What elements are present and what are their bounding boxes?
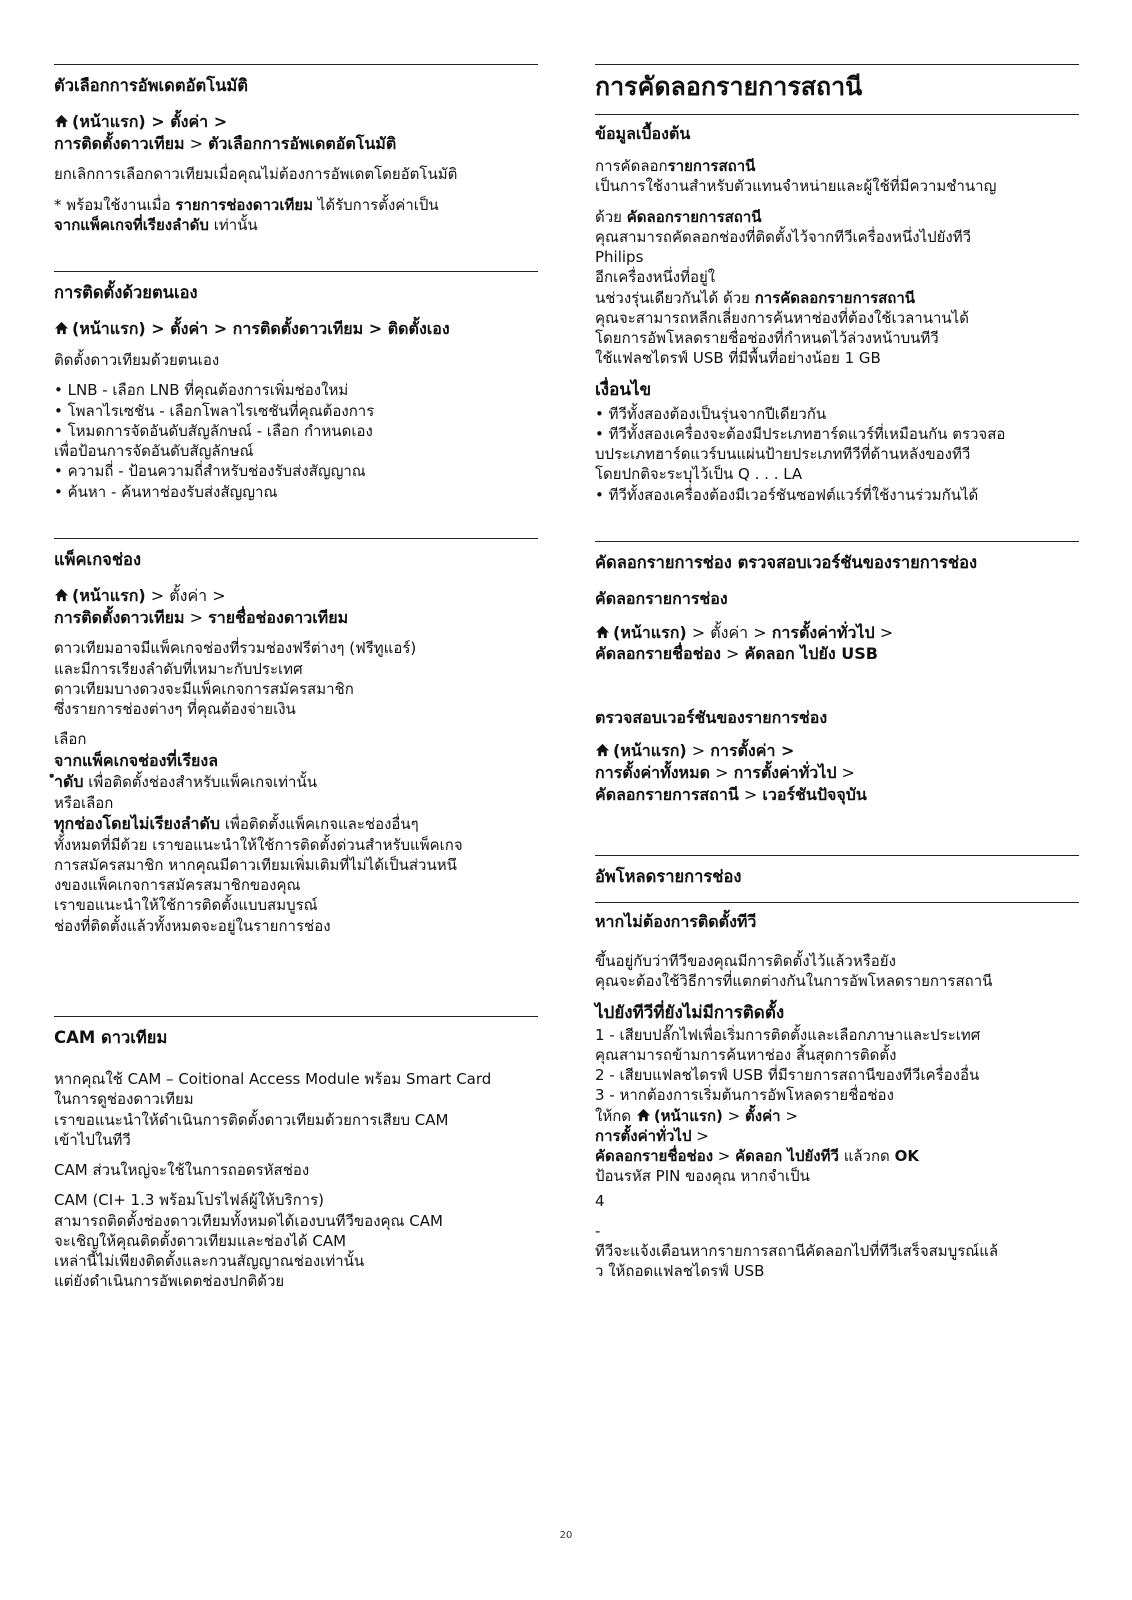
path-sep: > <box>184 133 209 153</box>
list-item: • โหมดการจัดอันดับสัญลักษณ์ - เลือก กำหนดเอง <box>54 421 373 440</box>
paragraph: CAM ส่วนใหญ่จะใช้ในการถอดรหัสช่อง <box>54 1161 310 1180</box>
path-sep: > ตั้งค่า > <box>686 622 772 642</box>
section-copy-check <box>595 541 1079 855</box>
menu-path <box>54 318 538 340</box>
path-text: (หน้าแรก) <box>72 586 146 606</box>
list-item: • โพลาไรเซชัน - เลือกโพลาไรเซชันที่คุณต้องการ <box>54 401 375 420</box>
bold-text: ำดับ <box>54 772 84 792</box>
paragraph <box>595 156 1079 197</box>
section-title: การติดตั้งด้วยตนเอง <box>54 283 198 303</box>
right-column <box>595 64 1079 1292</box>
bold-text: รายการสถานี <box>667 157 756 176</box>
section-manual-install <box>54 271 538 538</box>
paragraph: ติดตั้งดาวเทียมด้วยตนเอง <box>54 351 220 370</box>
paragraph: CAM (CI+ 1.3 พร้อมโปรไฟล์ผู้ให้บริการ) สามารถติดตั้งช่องดาวเทียมทั้งหมดได้เองบนทีวีของคุณ CAM จะเชิญให้คุณติดตั้งดาวเทียมและช่องได้ CAM เหล่านี้ไม่เพียงติดตั้งและกวนสัญญาณช่องเท่านั้น แต่ยังดำเนินการอัพเดตช่องปกติด้วย <box>54 1191 443 1291</box>
list-item: • ทีวีทั้งสองเครื่องต้องมีเวอร์ชันซอฟต์แวร์ที่ใช้งานร่วมกันได้ <box>595 485 979 504</box>
bold-text: การตั้งค่าทั่วไป <box>595 1126 692 1145</box>
path-sep: > <box>686 741 711 761</box>
section-title: คัดลอกรายการช่อง ตรวจสอบเวอร์ชันของรายการช่อง <box>595 552 978 572</box>
path-text: การติดตั้งดาวเทียม <box>54 133 185 153</box>
text: > <box>691 1126 709 1145</box>
home-icon <box>54 321 69 335</box>
text: แล้วกด <box>838 1147 895 1165</box>
path-text: การตั้งค่าทั้งหมด <box>595 763 710 783</box>
bold-text: ตั้งค่า <box>745 1106 781 1125</box>
section-copy-list <box>595 64 1079 541</box>
list-item: • ทีวีทั้งสองต้องเป็นรุ่นจากปีเดียวกัน <box>595 404 827 423</box>
path-sep: > <box>710 763 734 783</box>
paragraph <box>595 1106 1079 1167</box>
menu-path <box>54 111 538 154</box>
list-item: • ความถี่ - ป้อนความถี่สำหรับช่องรับส่งสัญญาณ <box>54 462 366 481</box>
page-number: 20 <box>559 1530 573 1541</box>
home-icon <box>54 114 69 128</box>
path-sep: > <box>874 622 894 642</box>
bold-text: คัดลอกรายการสถานี <box>626 207 762 226</box>
section-title: ตัวเลือกการอัพเดตอัตโนมัติ <box>54 76 248 95</box>
bold-text: OK <box>894 1147 919 1165</box>
list-item: • ทีวีทั้งสองเครื่องจะต้องมีประเภทฮาร์ดแวร์ที่เหมือนกัน ตรวจสอ บประเภทฮาร์ดแวร์บนแผ่นป้ายประเภททีวีที่ด้านหลังของทีวี โดยปกติจะระบุไว้เป็น Q . . . LA <box>595 424 1006 484</box>
paragraph <box>54 813 538 936</box>
bold-text: จากแพ็คเกจช่องที่เรียงล <box>54 750 219 770</box>
home-icon <box>54 588 69 602</box>
paragraph: ยกเลิกการเลือกดาวเทียมเมื่อคุณไม่ต้องการอัพเดตโดยอัตโนมัติ <box>54 165 458 184</box>
bold-text: คัดลอกรายชื่อช่อง <box>595 1147 714 1165</box>
paragraph: ดาวเทียมอาจมีแพ็คเกจช่องที่รวมช่องฟรีต่างๆ (ฟรีทูแอร์) และมีการเรียงลำดับที่เหมาะกับประเทศ ดาวเทียมบางดวงจะมีแพ็คเกจการสมัครสมาชิก ซึ่งรายการช่องต่างๆ ที่คุณต้องจ่ายเงิน <box>54 639 417 719</box>
subsection-title: หากไม่ต้องการติดตั้งทีวี <box>595 902 1079 933</box>
section-cam <box>54 1016 538 1292</box>
paragraph: - <box>595 1221 601 1240</box>
path-text: การตั้งค่าทั่วไป <box>771 622 875 642</box>
bold-text: ทุกช่องโดยไม่เรียงลำดับ <box>54 813 221 833</box>
section-auto-update <box>54 64 538 271</box>
path-text: (หน้าแรก) <box>613 741 687 761</box>
paragraph: หากคุณใช้ CAM – Coitional Access Module พร้อม Smart Card ในการดูช่องดาวเทียม เราขอแนะนำให้ดำเนินการติดตั้งดาวเทียมด้วยการเสียบ CAM เข้าไปในทีวี <box>54 1070 492 1149</box>
path-text: คัดลอก ไปยัง USB <box>744 644 878 664</box>
home-icon <box>636 1108 651 1122</box>
paragraph <box>54 750 538 793</box>
bold-text: การคัดลอกรายการสถานี <box>754 288 916 307</box>
text: > <box>713 1147 736 1165</box>
list-item: • LNB - เลือก LNB ที่คุณต้องการเพิ่มช่องใหม่ <box>54 381 349 400</box>
note <box>54 195 538 236</box>
bold-text: คัดลอก ไปยังทีวี <box>735 1147 839 1165</box>
path-text: การตั้งค่า > <box>710 741 795 761</box>
path-text: การตั้งค่าทั่วไป <box>733 763 837 783</box>
path-sep: > <box>184 607 209 627</box>
menu-path <box>595 622 1079 665</box>
paragraph: เลือก <box>54 730 87 749</box>
paragraph: ขึ้นอยู่กับว่าทีวีของคุณมีการติดตั้งไว้แล้วหรือยัง คุณจะต้องใช้วิธีการที่แตกต่างกันในการอัพโหลดรายการสถานี <box>595 952 993 991</box>
path-text: > ตั้งค่า > <box>145 586 226 606</box>
menu-path <box>54 585 538 628</box>
list-item: เพื่อป้อนการจัดอันดับสัญลักษณ์ <box>54 442 254 461</box>
subsection-title: คัดลอกรายการช่อง <box>595 589 728 609</box>
home-icon <box>595 625 610 639</box>
page-title: การคัดลอกรายการสถานี <box>595 72 863 101</box>
left-column <box>54 64 538 1302</box>
path-text: (หน้าแรก) > ตั้งค่า > การติดตั้งดาวเทียม > ติดตั้งเอง <box>72 319 450 339</box>
text: ด้วย <box>595 207 627 226</box>
text: คุณจะสามารถหลีกเลี่ยงการค้นหาช่องที่ต้องใช้เวลานานได้ โดยการอัพโหลดรายชื่อช่องที่กำหนดไว้ล่วงหน้าบนทีวี ใช้แฟลชไดรฟ์ USB ที่มีพื้นที่อย่างน้อย 1 GB <box>595 308 969 368</box>
section-packages <box>54 538 538 1016</box>
text: เพื่อติดตั้งแพ็คเกจและช่องอื่นๆ ทั้งหมดที่มีด้วย เราขอแนะนำให้ใช้การติดตั้งด่วนสำหรับแพ็คเกจ การสมัครสมาชิก หากคุณมีดาวเทียมเพิ่มเติมที่ไม่ได้เป็นส่วนหนึ งของแพ็คเกจการสมัครสมาชิกของคุณ เราขอแนะนำให้ใช้การติดตั้งแบบสมบูรณ์ ช่องที่ติดตั้งแล้วทั้งหมดจะอยู่ในรายการช่อง <box>54 814 463 935</box>
subsection-title: ตรวจสอบเวอร์ชันของรายการช่อง <box>595 707 828 727</box>
path-text: (หน้าแรก) > ตั้งค่า > <box>72 112 228 132</box>
home-icon <box>595 743 610 757</box>
bold-text: (หน้าแรก) <box>653 1106 723 1125</box>
list-item: • ค้นหา - ค้นหาช่องรับส่งสัญญาณ <box>54 482 278 501</box>
path-text: เวอร์ชันปัจจุบัน <box>762 784 867 804</box>
path-text: คัดลอกรายชื่อช่อง <box>595 644 721 664</box>
path-text: คัดลอกรายการสถานี <box>595 784 739 804</box>
text: เป็นการใช้งานสำหรับตัวแทนจำหน่ายและผู้ใช้ที่มีความชำนาญ <box>595 177 997 196</box>
text: > <box>722 1106 746 1125</box>
section-title: อัพโหลดรายการช่อง <box>595 867 742 887</box>
note-text: ได้รับการตั้งค่าเป็น <box>313 195 439 214</box>
note-text: * พร้อมใช้งานเมื่อ <box>54 195 176 214</box>
menu-path <box>595 740 1079 805</box>
path-text: (หน้าแรก) <box>613 622 687 642</box>
paragraph: 1 - เสียบปลั๊กไฟเพื่อเริ่มการติดตั้งและเลือกภาษาและประเทศ คุณสามารถข้ามการค้นหาช่อง สิ้นสุดการติดตั้ง 2 - เสียบแฟลชไดรฟ์ USB ที่มีรายการสถานีของทีวีเครื่องอื่น 3 - หากต้องการเริ่มต้นการอัพโหลดรายชื่อช่อง <box>595 1025 981 1105</box>
path-text: รายชื่อช่องดาวเทียม <box>208 607 349 627</box>
subsection-title: ไปยังทีวีที่ยังไม่มีการติดตั้ง <box>595 1002 785 1023</box>
path-sep: > <box>738 784 763 804</box>
note-bold: จากแพ็คเกจที่เรียงลำดับ <box>54 215 209 234</box>
condition-list <box>595 404 1079 505</box>
option-list <box>54 380 538 502</box>
text: ให้กด <box>595 1106 636 1125</box>
path-sep: > <box>720 644 745 664</box>
text: เพื่อติดตั้งช่องสำหรับแพ็คเกจเท่านั้น <box>83 773 317 792</box>
section-title: CAM ดาวเทียม <box>54 1027 168 1047</box>
subsection-title: เงื่อนไข <box>595 379 652 400</box>
paragraph: ทีวีจะแจ้งเตือนหากรายการสถานีคัดลอกไปที่ทีวีเสร็จสมบูรณ์แล้ ว ให้ถอดแฟลชไดรฟ์ USB <box>595 1242 999 1281</box>
paragraph <box>595 207 1079 369</box>
path-text: การติดตั้งดาวเทียม <box>54 607 185 627</box>
paragraph: หรือเลือก <box>54 793 114 812</box>
subsection-title: ข้อมูลเบื้องต้น <box>595 114 1079 145</box>
section-title: แพ็คเกจช่อง <box>54 549 142 569</box>
path-text: ตัวเลือกการอัพเดตอัตโนมัติ <box>208 133 397 153</box>
paragraph: ป้อนรหัส PIN ของคุณ หากจำเป็น <box>595 1167 810 1186</box>
text: > <box>780 1106 798 1125</box>
paragraph: 4 <box>595 1191 605 1210</box>
note-text: เท่านั้น <box>208 215 258 234</box>
text: การคัดลอก <box>595 157 668 176</box>
note-bold: รายการช่องดาวเทียม <box>175 195 314 214</box>
text: คุณสามารถคัดลอกช่องที่ติดตั้งไว้จากทีวีเครื่องหนึ่งไปยังทีวี Philips อีกเครื่องหนึ่งที่อยู่ใ นช่วงรุ่นเดียวกันได้ ด้วย <box>595 227 972 307</box>
path-sep: > <box>836 763 855 783</box>
section-upload <box>595 855 1079 1281</box>
